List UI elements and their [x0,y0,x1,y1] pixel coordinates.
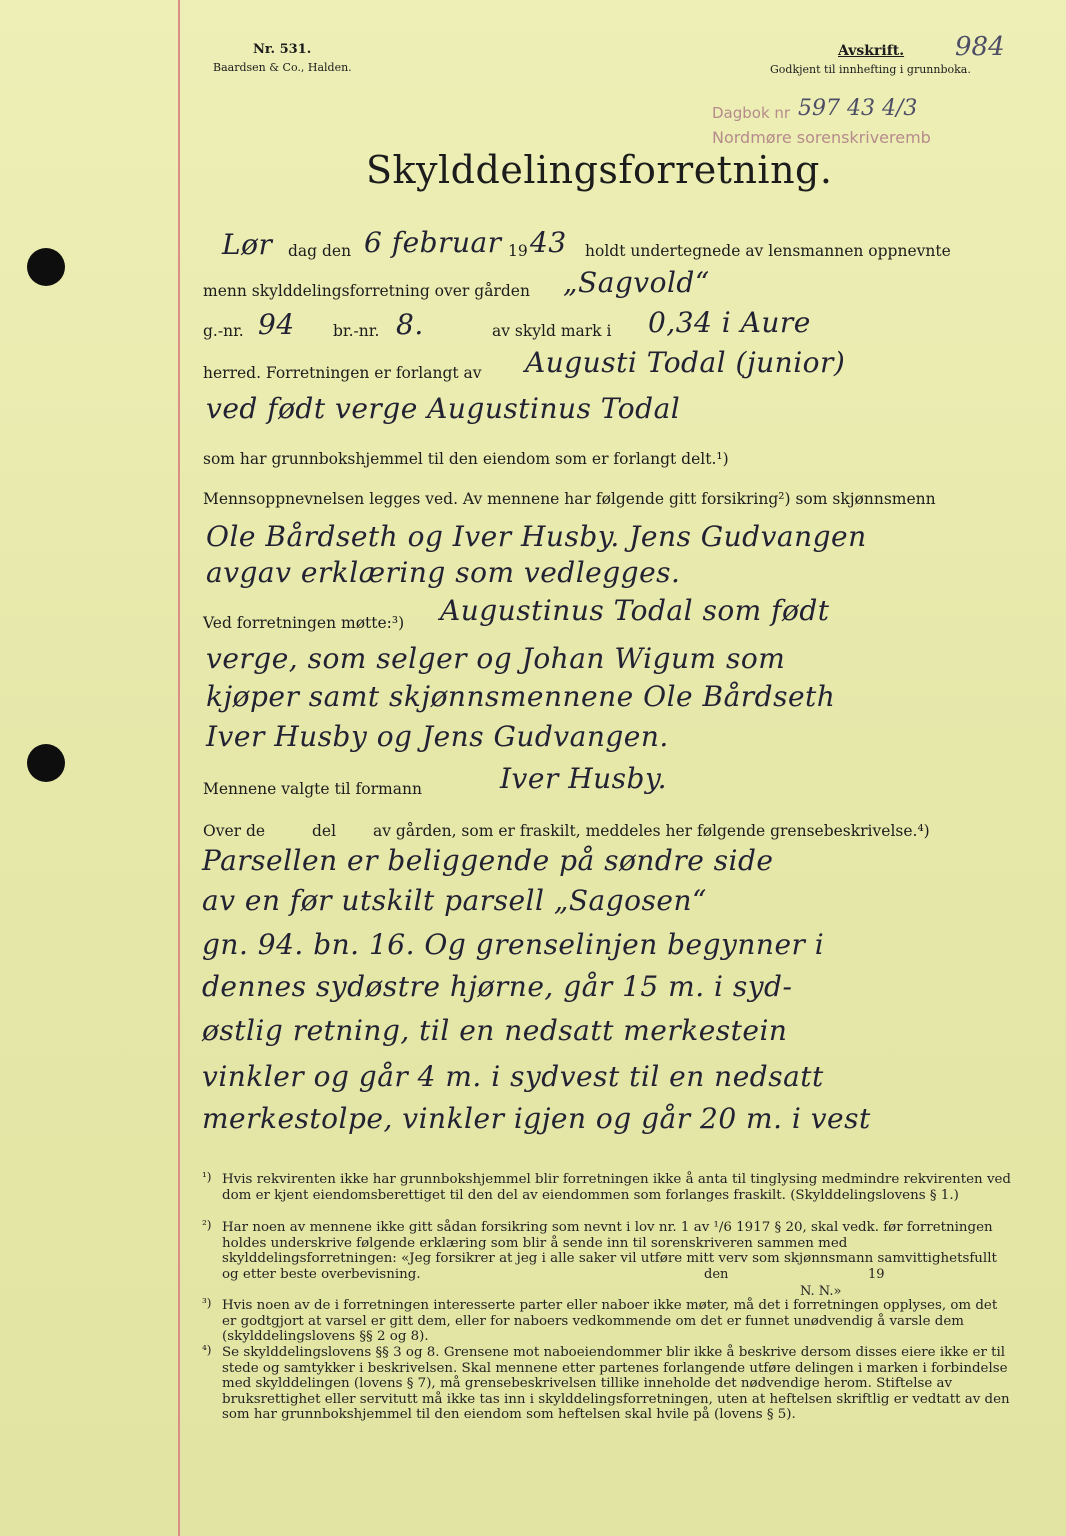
footnote-den: den [704,1267,729,1282]
label-skyld: av skyld mark i [492,322,612,340]
handwritten-attended: Augustinus Todal som født [440,594,830,627]
label-attended: Ved forretningen møtte:³) [203,614,405,632]
label-farm: menn skylddelingsforretning over gården [203,282,530,300]
handwritten-chairman: Iver Husby. [500,762,667,795]
footnote-text: Hvis rekvirenten ikke har grunnbokshjemmel blir forretningen ikke å anta til tinglysing medmindre rekvirenten ved dom er kjent eiendomsberettiget til den del av eiendommen som forlanges fraskilt. (Skylddelingslovens § 1.) [222,1172,1012,1203]
stamp-office: Nordmøre sorenskriveremb [712,128,931,147]
handwritten-date: 6 februar [364,226,502,259]
handwritten-appraisers: Ole Bårdseth og Iver Husby. Jens Gudvangen [206,520,867,553]
description-line: vinkler og går 4 m. i sydvest til en nedsatt [202,1060,824,1093]
form-number: Nr. 531. [253,42,312,57]
label-chairman: Mennene valgte til formann [203,780,422,798]
handwritten-day: Lør [222,228,273,261]
printer-name: Baardsen & Co., Halden. [213,61,352,74]
handwritten-skyld: 0,34 i Aure [648,306,811,339]
handwritten-attended-2: verge, som selger og Johan Wigum som [206,642,786,675]
margin-rule [178,0,180,1536]
description-line: av en før utskilt parsell „Sagosen“ [202,884,707,917]
footnote-number: ²) [202,1218,212,1232]
handwritten-requester: Augusti Todal (junior) [525,346,846,379]
handwritten-declaration: avgav erklæring som vedlegges. [206,556,681,589]
handwritten-guardian: ved født verge Augustinus Todal [206,392,681,425]
footnote-number: ³) [202,1296,212,1310]
stamp-dagbok-entry: 597 43 4/3 [798,96,918,121]
handwritten-year: 43 [530,226,567,259]
label-dag-den: dag den [288,242,352,260]
label-appointment: Mennsoppnevnelsen legges ved. Av mennene har følgende gitt forsikring²) som skjønnsmenn [203,490,936,508]
description-line: østlig retning, til en nedsatt merkestein [202,1014,788,1047]
label-boundary-intro: av gården, som er fraskilt, meddeles her følgende grensebeskrivelse.⁴) [373,822,930,840]
stamp-dagbok-label: Dagbok nr [712,104,791,122]
description-line: gn. 94. bn. 16. Og grenselinjen begynner i [202,928,825,961]
approval-note: Godkjent til innhefting i grunnboka. [770,63,971,76]
description-line: dennes sydøstre hjørne, går 15 m. i syd- [202,970,793,1003]
copy-label: Avskrift. [838,43,905,59]
label-bnr: br.-nr. [333,322,380,340]
label-year-prefix: 19 [508,242,528,260]
label-requested-by: herred. Forretningen er forlangt av [203,364,482,382]
punch-hole-top [27,248,65,286]
footnote-text: Se skylddelingslovens §§ 3 og 8. Grensene mot naboeiendommer blir ikke å beskrive dersom disses eiere ikke er til stede og samtykker i beskrivelsen. Skal mennene etter partenes forlangende utføre delingen i marken i forbindelse med skylddelingen (lovens § 7), må grensebeskrivelsen tillike inneholde det nødvendige herom. Stiftelse av bruksrettighet eller servitutt må ikke tas inn i skylddelingsforretningen, uten at heftelsen skriftlig er vedtatt av den som har grunnbokshjemmel til den eiendom som heftelsen skal hvile på (lovens § 5). [222,1345,1010,1422]
handwritten-bnr: 8. [396,308,424,341]
description-line: Parsellen er beliggende på søndre side [202,844,774,877]
description-line: merkestolpe, vinkler igjen og går 20 m. i vest [202,1102,871,1135]
footnote-number: ⁴) [202,1343,212,1357]
footnote-number: ¹) [202,1170,212,1184]
label-over-de: Over de [203,822,266,840]
label-title-holder: som har grunnbokshjemmel til den eiendom som er forlangt delt.¹) [203,450,729,468]
footnote-text: Hvis noen av de i forretningen interesserte parter eller naboer ikke møter, må det i forretningen opplyses, om det er godtgjort at varsel er gitt dem, eller for naboers vedkommende om det er funnet unødvendig å varsle dem (skylddelingslovens §§ 2 og 8). [222,1298,998,1344]
handwritten-attended-4: Iver Husby og Jens Gudvangen. [206,720,669,753]
document-title: Skylddelingsforretning. [366,148,833,192]
page-number: 984 [955,32,1005,62]
handwritten-farm: „Sagvold“ [563,266,710,299]
handwritten-attended-3: kjøper samt skjønnsmennene Ole Bårdseth [206,680,836,713]
label-del: del [312,822,337,840]
punch-hole-bottom [27,744,65,782]
footnote-text: Har noen av mennene ikke gitt sådan forsikring som nevnt i lov nr. 1 av ¹/6 1917 § 20, skal vedk. før forretningen holdes underskrive følgende erklæring som blir å sende inn til sorenskriveren sammen med skylddelingsforretningen: «Jeg forsikrer at jeg i alle saker vil utføre mitt verv som skjønnsmann samvittighetsfullt og etter beste overbevisning. [222,1220,997,1282]
footnote-signature: N. N.» [800,1284,842,1299]
footnote-year: 19 [868,1267,885,1282]
handwritten-gnr: 94 [258,308,295,341]
label-gnr: g.-nr. [203,322,244,340]
label-line1-rest: holdt undertegnede av lensmannen oppnevnte [585,242,951,260]
